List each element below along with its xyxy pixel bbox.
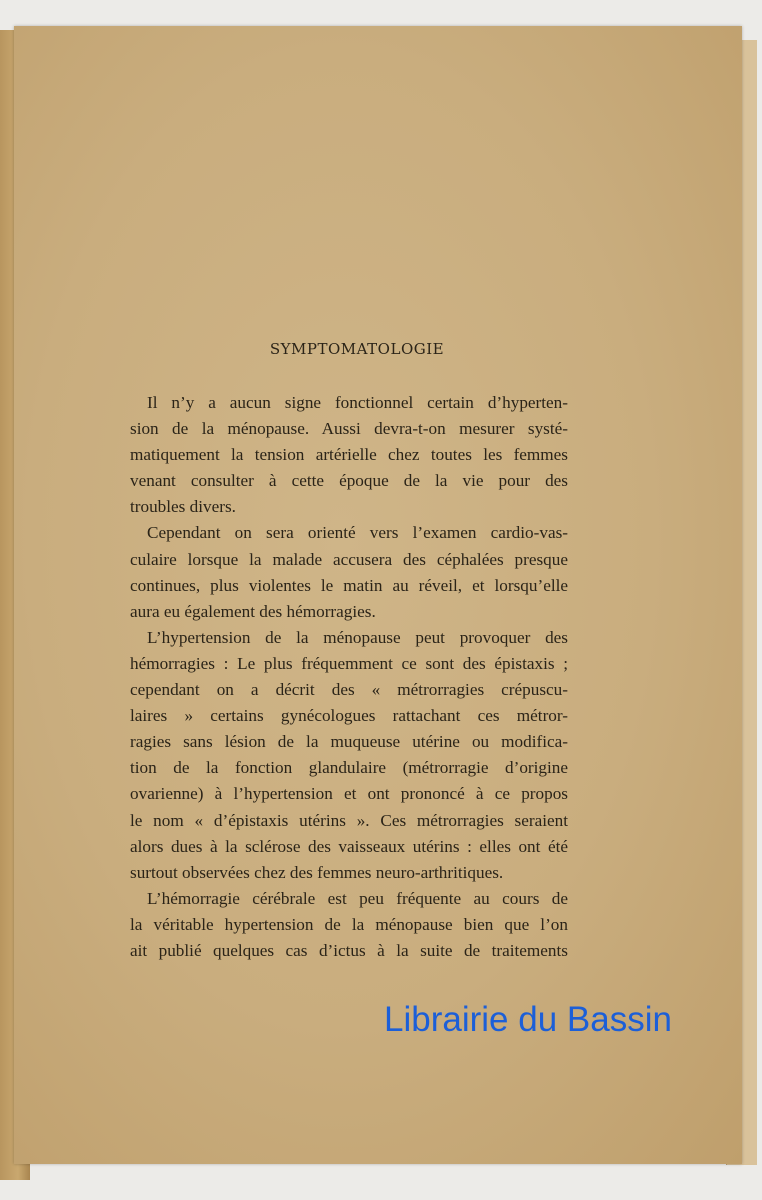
text-line: laires » certains gynécologues rattachant ces métror-: [130, 706, 568, 726]
text-line: matiquement la tension artérielle chez toutes les femmes: [130, 445, 568, 465]
watermark: Librairie du Bassin: [384, 1000, 672, 1039]
text-line: ragies sans lésion de la muqueuse utérine ou modifica-: [130, 732, 568, 752]
text-line: venant consulter à cette époque de la vie pour des: [130, 471, 568, 491]
text-line: L’hypertension de la ménopause peut provoquer des: [147, 627, 568, 647]
text-line: hémorragies : Le plus fréquemment ce sont des épistaxis ;: [130, 653, 568, 673]
text-line: tion de la fonction glandulaire (métrorragie d’origine: [130, 758, 568, 778]
text-line: ait publié quelques cas d’ictus à la suite de traitements: [130, 940, 568, 960]
text-line: troubles divers.: [130, 497, 236, 517]
text-line: alors dues à la sclérose des vaisseaux utérins : elles ont été: [130, 836, 568, 856]
text-line: sion de la ménopause. Aussi devra-t-on mesurer systé-: [130, 419, 568, 439]
text-line: ovarienne) à l’hypertension et ont prononcé à ce propos: [130, 784, 568, 804]
text-line: la véritable hypertension de la ménopause bien que l’on: [130, 914, 568, 934]
text-line: aura eu également des hémorragies.: [130, 601, 376, 621]
text-line: le nom « d’épistaxis utérins ». Ces métrorragies seraient: [130, 810, 568, 830]
text-line: cependant on a décrit des « métrorragies crépuscu-: [130, 680, 568, 700]
text-line: L’hémorragie cérébrale est peu fréquente au cours de: [147, 888, 568, 908]
body-text: [130, 390, 568, 964]
chapter-title: SYMPTOMATOLOGIE: [269, 340, 445, 358]
text-line: Il n’y a aucun signe fonctionnel certain d’hyperten-: [147, 393, 568, 412]
text-line: Cependant on sera orienté vers l’examen cardio-vas-: [147, 523, 568, 543]
text-line: surtout observées chez des femmes neuro-arthritiques.: [130, 862, 504, 882]
text-line: culaire lorsque la malade accusera des céphalées presque: [130, 549, 568, 569]
text-line: continues, plus violentes le matin au réveil, et lorsqu’elle: [130, 575, 568, 595]
